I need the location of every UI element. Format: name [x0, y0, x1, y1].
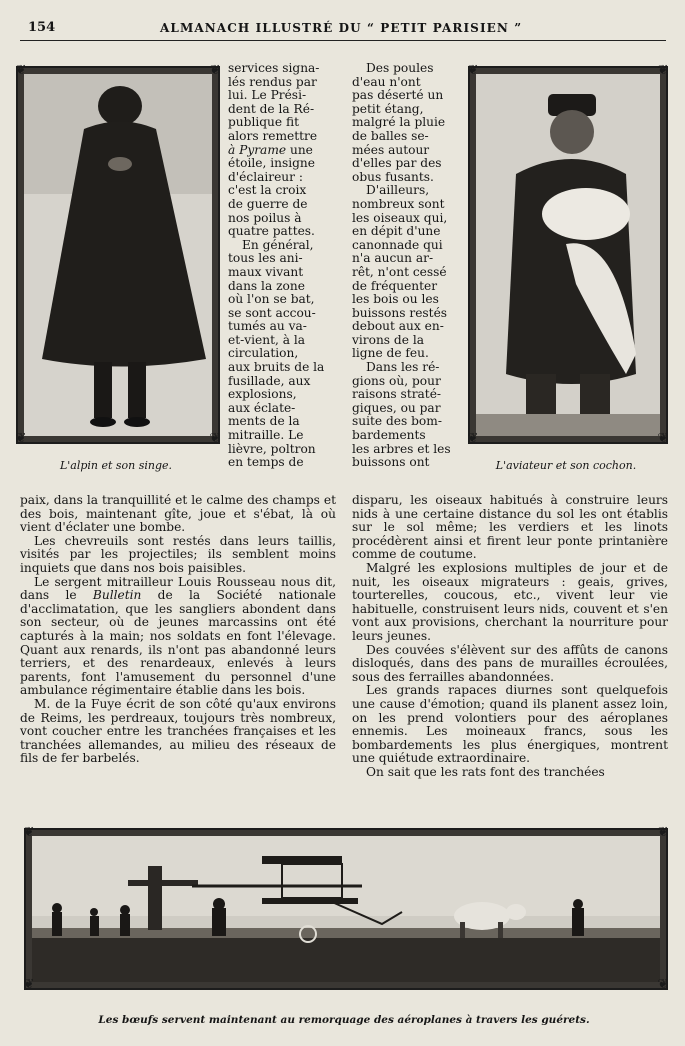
column-b-line: Des poules — [366, 61, 434, 75]
column-b-line: les bois ou les — [352, 292, 439, 307]
ornament-corner-icon: ❦ — [467, 63, 479, 78]
column-a-line-pyrame — [228, 144, 334, 158]
photo-oxen-towing-aeroplane — [32, 836, 660, 982]
column-b-line: petit étang, — [352, 101, 424, 116]
column-b-line: buissons ont — [352, 455, 430, 470]
column-a-line: où l'on se bat, — [228, 292, 315, 307]
column-a-line: aux éclate- — [228, 400, 296, 415]
photo-alpin-and-monkey — [24, 74, 212, 436]
paragraph: Les chevreuils sont restés dans leurs taillis, visités par les projectiles; ils semblent moins inquiets que dans nos bois paisibles. — [20, 533, 336, 575]
ornament-corner-icon: ❦ — [15, 63, 27, 78]
column-a-line: se sont accou- — [228, 305, 316, 320]
paragraph-part: de la Société nationale d'acclimatation, que les sangliers abondent dans son secteur, où de jeunes marcassins ont été capturés à la main; nos soldats en font l'élevage. Quant aux renards, ils n'ont pas abandonné leurs terriers, et des renardeaux, enlevés à leurs parents, font l'amusement du personnel d'une ambulance régimentaire établie dans les bois. — [20, 588, 336, 698]
ornament-corner-icon: ❦ — [209, 431, 221, 446]
paragraph: Des couvées s'élèvent sur des affûts de canons disloqués, dans des pans de murailles écroulées, sous des ferrailles abandonnées. — [352, 642, 668, 684]
column-b-line: canonnade qui — [352, 237, 443, 252]
column-b-line: raisons straté- — [352, 387, 442, 402]
column-a-line: mitraille. Le — [228, 428, 304, 443]
paragraph: paix, dans la tranquillité et le calme des champs et des bois, maintenant gîte, joue et s'ébat, là où vient d'éclater une bombe. — [20, 493, 336, 535]
column-a-line: et-vient, à la — [228, 332, 306, 347]
column-a-line: En général, — [242, 237, 314, 252]
column-a-line: alors remettre — [228, 128, 318, 143]
photo-frame-aviateur — [467, 63, 669, 446]
paragraph: disparu, les oiseaux habitués à construire leurs nids à une certaine distance du sol les ont établis sur le sol même; les verdiers et les linots procédèrent ainsi et firent leur ponte printanière comme de coutume. — [352, 493, 668, 562]
caption-oxen-aeroplane: Les bœufs servent maintenant au remorquage des aéroplanes à travers les guérets. — [98, 1014, 590, 1026]
paragraph: Malgré les explosions multiples de jour et de nuit, les oiseaux migrateurs : geais, grives, tourterelles, coucous, etc., vivent leur vie habituelle, construisent leurs nids, couvent et s'en vont aux provisions, cherchant la nourriture pour leurs jeunes. — [352, 560, 668, 643]
ornament-corner-icon: ❦ — [15, 431, 27, 446]
photo-frame-alpin — [15, 63, 221, 446]
column-b-line: suite des bom- — [352, 414, 442, 429]
column-a-line: aux bruits de la — [228, 360, 325, 375]
column-b — [352, 62, 458, 470]
paragraph-rousseau — [20, 576, 336, 698]
column-b-line: les oiseaux qui, — [352, 210, 448, 225]
column-b-line: rêt, n'ont cessé — [352, 264, 447, 279]
column-a-line: nos poilus à — [228, 210, 302, 225]
column-b-line: D'ailleurs, — [366, 183, 430, 198]
column-a-line: dans la zone — [228, 278, 305, 293]
column-a — [228, 62, 334, 470]
ornament-corner-icon: ❦ — [657, 63, 669, 78]
column-a-line: quatre pattes. — [228, 224, 315, 239]
column-b-line: mées autour — [352, 142, 430, 157]
column-a-line: en temps de — [228, 455, 304, 470]
column-b-line: giques, ou par — [352, 400, 441, 415]
paragraph: On sait que les rats font des tranchées — [366, 764, 605, 779]
photo-frame-oxen-aeroplane — [23, 825, 669, 992]
page-header — [20, 18, 666, 41]
column-a-line: dent de la Ré- — [228, 101, 315, 116]
column-a-line: une — [289, 142, 313, 157]
column-a-line: lui. Le Prési- — [228, 88, 307, 103]
column-b-line: buissons restés — [352, 305, 448, 320]
column-a-line: de guerre de — [228, 196, 308, 211]
ornament-corner-icon: ❦ — [209, 63, 221, 78]
column-b-line: virons de la — [352, 332, 424, 347]
aviator-figure-image — [476, 74, 660, 436]
column-b-line: obus fusants. — [352, 169, 434, 184]
ornament-corner-icon: ❦ — [467, 431, 479, 446]
pyrame-name: à Pyrame — [228, 142, 287, 157]
column-b-line: les arbres et les — [352, 441, 451, 456]
paragraph-part: Le sergent mitrailleur Louis Rousseau nous dit, dans le — [20, 574, 336, 603]
column-a-line: publique fit — [228, 115, 300, 130]
column-a-line: c'est la croix — [228, 183, 307, 198]
ornament-corner-icon: ❦ — [23, 825, 35, 840]
ornament-corner-icon: ❦ — [657, 977, 669, 992]
page-number: 154 — [28, 20, 56, 35]
column-b-line: malgré la pluie — [352, 115, 446, 130]
column-b-line: pas déserté un — [352, 88, 444, 103]
ornament-corner-icon: ❦ — [657, 825, 669, 840]
column-b-line: de balles se- — [352, 128, 429, 143]
column-a-line: étoile, insigne — [228, 156, 315, 171]
column-b-line: Dans les ré- — [366, 360, 440, 375]
alpin-figure-image — [24, 74, 212, 436]
column-a-line: lièvre, poltron — [228, 441, 316, 456]
caption-aviateur: L'aviateur et son cochon. — [495, 459, 637, 472]
caption-alpin: L'alpin et son singe. — [59, 459, 173, 472]
left-column-body — [20, 494, 336, 766]
column-b-line: d'elles par des — [352, 156, 442, 171]
column-b-line: gions où, pour — [352, 373, 441, 388]
column-b-line: bardements — [352, 428, 426, 443]
column-a-line: services signa- — [228, 61, 320, 75]
column-b-line: d'eau n'ont — [352, 74, 421, 89]
column-b-line: n'a aucun ar- — [352, 251, 434, 266]
column-b-line: ligne de feu. — [352, 346, 429, 361]
column-b-line: en dépit d'une — [352, 224, 441, 239]
oxen-aeroplane-image — [32, 836, 660, 982]
column-a-line: ments de la — [228, 414, 300, 429]
column-a-line: d'éclaireur : — [228, 169, 303, 184]
running-title: ALMANACH ILLUSTRÉ DU “ PETIT PARISIEN ” — [160, 21, 523, 35]
ornament-corner-icon: ❦ — [657, 431, 669, 446]
column-a-line: tumés au va- — [228, 319, 307, 334]
paragraph: Les grands rapaces diurnes sont quelquefois une cause d'émotion; quand ils planent assez loin, on les prend volontiers pour des aéroplanes ennemis. Les moineaux francs, sous les bombardements les plus énergiques, montrent une quiétude extraordinaire. — [352, 683, 668, 766]
column-a-line: fusillade, aux — [228, 373, 311, 388]
column-a-line: circulation, — [228, 346, 299, 361]
column-a-line: lés rendus par — [228, 74, 317, 89]
column-a-text — [228, 62, 334, 470]
column-b-line: debout aux en- — [352, 319, 444, 334]
photo-aviator-and-pig — [476, 74, 660, 436]
column-b-line: de fréquenter — [352, 278, 438, 293]
right-column-body — [352, 494, 668, 779]
bulletin-title: Bulletin — [92, 588, 142, 603]
ornament-corner-icon: ❦ — [23, 977, 35, 992]
column-a-line: explosions, — [228, 387, 297, 402]
column-a-line: tous les ani- — [228, 251, 303, 266]
column-b-line: nombreux sont — [352, 196, 445, 211]
paragraph: M. de la Fuye écrit de son côté qu'aux environs de Reims, les perdreaux, toujours très nombreux, vont coucher entre les tranchées françaises et les tranchées allemandes, au milieu des réseaux de fils de fer barbelés. — [20, 696, 336, 766]
column-a-line: maux vivant — [228, 264, 304, 279]
